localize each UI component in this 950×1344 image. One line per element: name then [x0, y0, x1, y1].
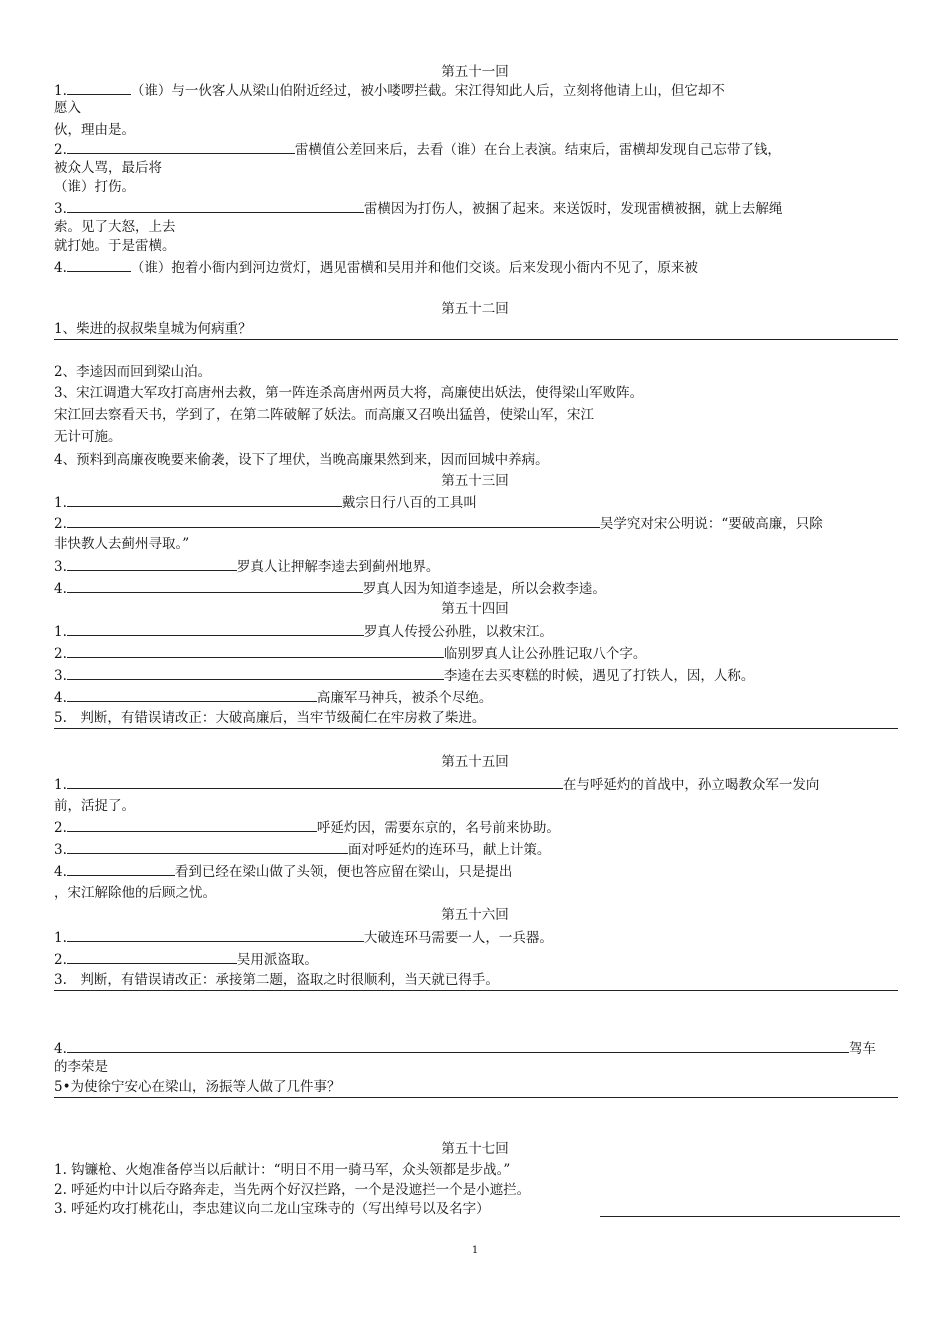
ch55-q2-number: 2.	[54, 820, 67, 836]
page-number: 1	[471, 1245, 479, 1256]
ch56-q1-text: 大破连环马需要一人，一兵器。	[363, 930, 553, 946]
ch51-q1-number: 1.	[54, 83, 67, 99]
ch53-q2-line1	[54, 514, 823, 533]
ch51-q1-text: （谁）与一伙客人从梁山伯附近经过，被小喽啰拦截。宋江得知此人后，立刻将他请上山，但它却不	[130, 83, 725, 99]
answer-blank[interactable]	[67, 140, 295, 154]
ch55-q4-text: 看到已经在梁山做了头领，便也答应留在梁山，只是提出	[174, 864, 513, 880]
answer-blank[interactable]	[67, 840, 348, 854]
ch55-q4-line2: ，宋江解除他的后顾之忧。	[54, 885, 216, 901]
answer-blank[interactable]	[67, 950, 237, 964]
ch53-q2-number: 2.	[54, 516, 67, 532]
answer-blank[interactable]	[67, 622, 364, 636]
answer-blank[interactable]	[67, 1039, 849, 1053]
ch52-q3-line1: 3、宋江调遣大军攻打高唐州去救，第一阵连杀高唐州两员大将，高廉使出妖法，使得梁山军败阵。	[54, 385, 644, 401]
ch55-q1-number: 1.	[54, 777, 67, 793]
ch56-q1-number: 1.	[54, 930, 67, 946]
ch52-q4: 4、预料到高廉夜晚要来偷袭，设下了埋伏，当晚高廉果然到来，因而回城中养病。	[54, 452, 549, 468]
ch55-q4-number: 4.	[54, 864, 67, 880]
ch51-q4-line1	[54, 258, 698, 277]
ch56-q5: 5•为使徐宁安心在梁山，汤振等人做了几件事？	[54, 1079, 341, 1095]
ch54-q2-text: 临别罗真人让公孙胜记取八个字。	[443, 646, 647, 662]
ch54-q4-number: 4.	[54, 690, 67, 706]
answer-blank[interactable]	[67, 81, 131, 95]
answer-blank[interactable]	[67, 818, 317, 832]
ch56-q2	[54, 950, 318, 969]
answer-line[interactable]	[54, 728, 898, 729]
ch55-q1-line1	[54, 775, 819, 794]
chapter-56-heading: 第五十六回	[441, 907, 509, 923]
ch54-q2	[54, 644, 646, 663]
ch52-q1: 1、柴进的叔叔柴皇城为何病重？	[54, 321, 252, 337]
ch56-q2-text: 吴用派盗取。	[236, 952, 318, 968]
ch54-q1-number: 1.	[54, 624, 67, 640]
ch51-q3-number: 3.	[54, 201, 67, 217]
ch51-q2-text: 雷横值公差回来后，去看（谁）在台上表演。结束后，雷横却发现自己忘带了钱，	[294, 142, 781, 158]
ch54-q3-number: 3.	[54, 668, 67, 684]
ch53-q4	[54, 579, 606, 598]
ch54-q3	[54, 666, 754, 685]
ch51-q1-line3: 伙，理由是。	[54, 122, 135, 138]
ch54-q1-text: 罗真人传授公孙胜，以救宋江。	[363, 624, 553, 640]
ch55-q3-number: 3.	[54, 842, 67, 858]
chapter-55-heading: 第五十五回	[441, 754, 509, 770]
ch56-q4-number: 4.	[54, 1041, 67, 1057]
ch53-q2-text: 吴学究对宋公明说：“要破高廉，只除	[599, 516, 823, 532]
answer-line[interactable]	[54, 339, 898, 340]
chapter-53-heading: 第五十三回	[441, 473, 509, 489]
ch54-q4-text: 高廉军马神兵，被杀个尽绝。	[316, 690, 493, 706]
ch51-q4-number: 4.	[54, 260, 67, 276]
answer-blank[interactable]	[67, 862, 175, 876]
answer-line[interactable]	[600, 1216, 900, 1217]
ch51-q1-line1	[54, 81, 725, 100]
ch53-q1	[54, 493, 477, 512]
ch56-q4-line1	[54, 1039, 876, 1058]
chapter-51-heading: 第五十一回	[441, 64, 509, 80]
ch55-q1-line2: 前，活捉了。	[54, 798, 135, 814]
ch51-q3-line1	[54, 199, 782, 218]
answer-blank[interactable]	[67, 199, 364, 213]
chapter-52-heading: 第五十二回	[441, 301, 509, 317]
ch53-q4-text: 罗真人因为知道李逵是，所以会救李逵。	[362, 581, 606, 597]
answer-blank[interactable]	[67, 666, 444, 680]
answer-line[interactable]	[54, 990, 898, 991]
ch51-q2-line1	[54, 140, 781, 159]
answer-blank[interactable]	[67, 644, 444, 658]
ch54-q5: 5. 判断，有错误请改正：大破高廉后，当牢节级蔺仁在牢房救了柴进。	[54, 710, 486, 726]
ch56-q3: 3. 判断，有错误请改正：承接第二题，盗取之时很顺利，当天就已得手。	[54, 972, 499, 988]
answer-blank[interactable]	[67, 258, 131, 272]
ch53-q2-line2: 非快教人去蓟州寻取。”	[54, 536, 190, 552]
ch56-q4-text: 驾车	[848, 1041, 876, 1057]
ch55-q3	[54, 840, 550, 859]
answer-line[interactable]	[54, 1097, 898, 1098]
ch51-q1-line2: 愿入	[54, 100, 81, 116]
answer-blank[interactable]	[67, 557, 237, 571]
answer-blank[interactable]	[67, 928, 364, 942]
ch51-q2-number: 2.	[54, 142, 67, 158]
ch56-q1	[54, 928, 553, 947]
ch51-q2-line2: 被众人骂，最后将	[54, 160, 162, 176]
answer-blank[interactable]	[67, 775, 563, 789]
ch53-q3	[54, 557, 439, 576]
chapter-57-heading: 第五十七回	[441, 1141, 509, 1157]
chapter-54-heading: 第五十四回	[441, 601, 509, 617]
ch53-q4-number: 4.	[54, 581, 67, 597]
ch54-q4	[54, 688, 492, 707]
ch51-q3-text: 雷横因为打伤人，被捆了起来。来送饭时，发现雷横被捆，就上去解绳	[363, 201, 783, 217]
ch56-q4-line2: 的李荣是	[54, 1059, 108, 1075]
ch55-q2	[54, 818, 560, 837]
ch52-q3-line2: 宋江回去察看天书，学到了，在第二阵破解了妖法。而高廉又召唤出猛兽，使梁山军，宋江	[54, 407, 594, 423]
ch52-q3-line3: 无计可施。	[54, 429, 122, 445]
ch53-q1-number: 1.	[54, 495, 67, 511]
ch53-q1-text: 戴宗日行八百的工具叫	[341, 495, 477, 511]
ch57-q2: 2. 呼延灼中计以后夺路奔走，当先两个好汉拦路，一个是没遮拦一个是小遮拦。	[54, 1182, 531, 1198]
answer-blank[interactable]	[67, 493, 342, 507]
ch54-q1	[54, 622, 553, 641]
ch54-q2-number: 2.	[54, 646, 67, 662]
ch55-q2-text: 呼延灼因，需要东京的，名号前来协助。	[316, 820, 560, 836]
ch51-q3-line2: 索。见了大怒，上去	[54, 219, 176, 235]
ch52-q2: 2、李逵因而回到梁山泊。	[54, 364, 212, 380]
ch53-q3-text: 罗真人让押解李逵去到蓟州地界。	[236, 559, 440, 575]
ch57-q3: 3. 呼延灼攻打桃花山，李忠建议向二龙山宝珠寺的（写出绰号以及名字）	[54, 1201, 490, 1217]
ch54-q3-text: 李逵在去买枣糕的时候，遇见了打铁人，因，人称。	[443, 668, 755, 684]
ch56-q2-number: 2.	[54, 952, 67, 968]
ch55-q3-text: 面对呼延灼的连环马，献上计策。	[347, 842, 551, 858]
ch53-q3-number: 3.	[54, 559, 67, 575]
answer-blank[interactable]	[67, 688, 317, 702]
answer-blank[interactable]	[67, 579, 363, 593]
ch51-q2-line3: （谁）打伤。	[54, 179, 135, 195]
ch51-q3-line3: 就打她。于是雷横。	[54, 238, 176, 254]
ch55-q4-line1	[54, 862, 512, 881]
ch57-q1: 1. 钩镰枪、火炮准备停当以后献计：“明日不用一骑马军，众头领都是步战。”	[54, 1162, 511, 1178]
answer-blank[interactable]	[67, 514, 600, 528]
ch51-q4-text: （谁）抱着小衙内到河边赏灯，遇见雷横和吴用并和他们交谈。后来发现小衙内不见了，原来被	[130, 260, 698, 276]
ch55-q1-text: 在与呼延灼的首战中，孙立喝教众军一发向	[562, 777, 820, 793]
